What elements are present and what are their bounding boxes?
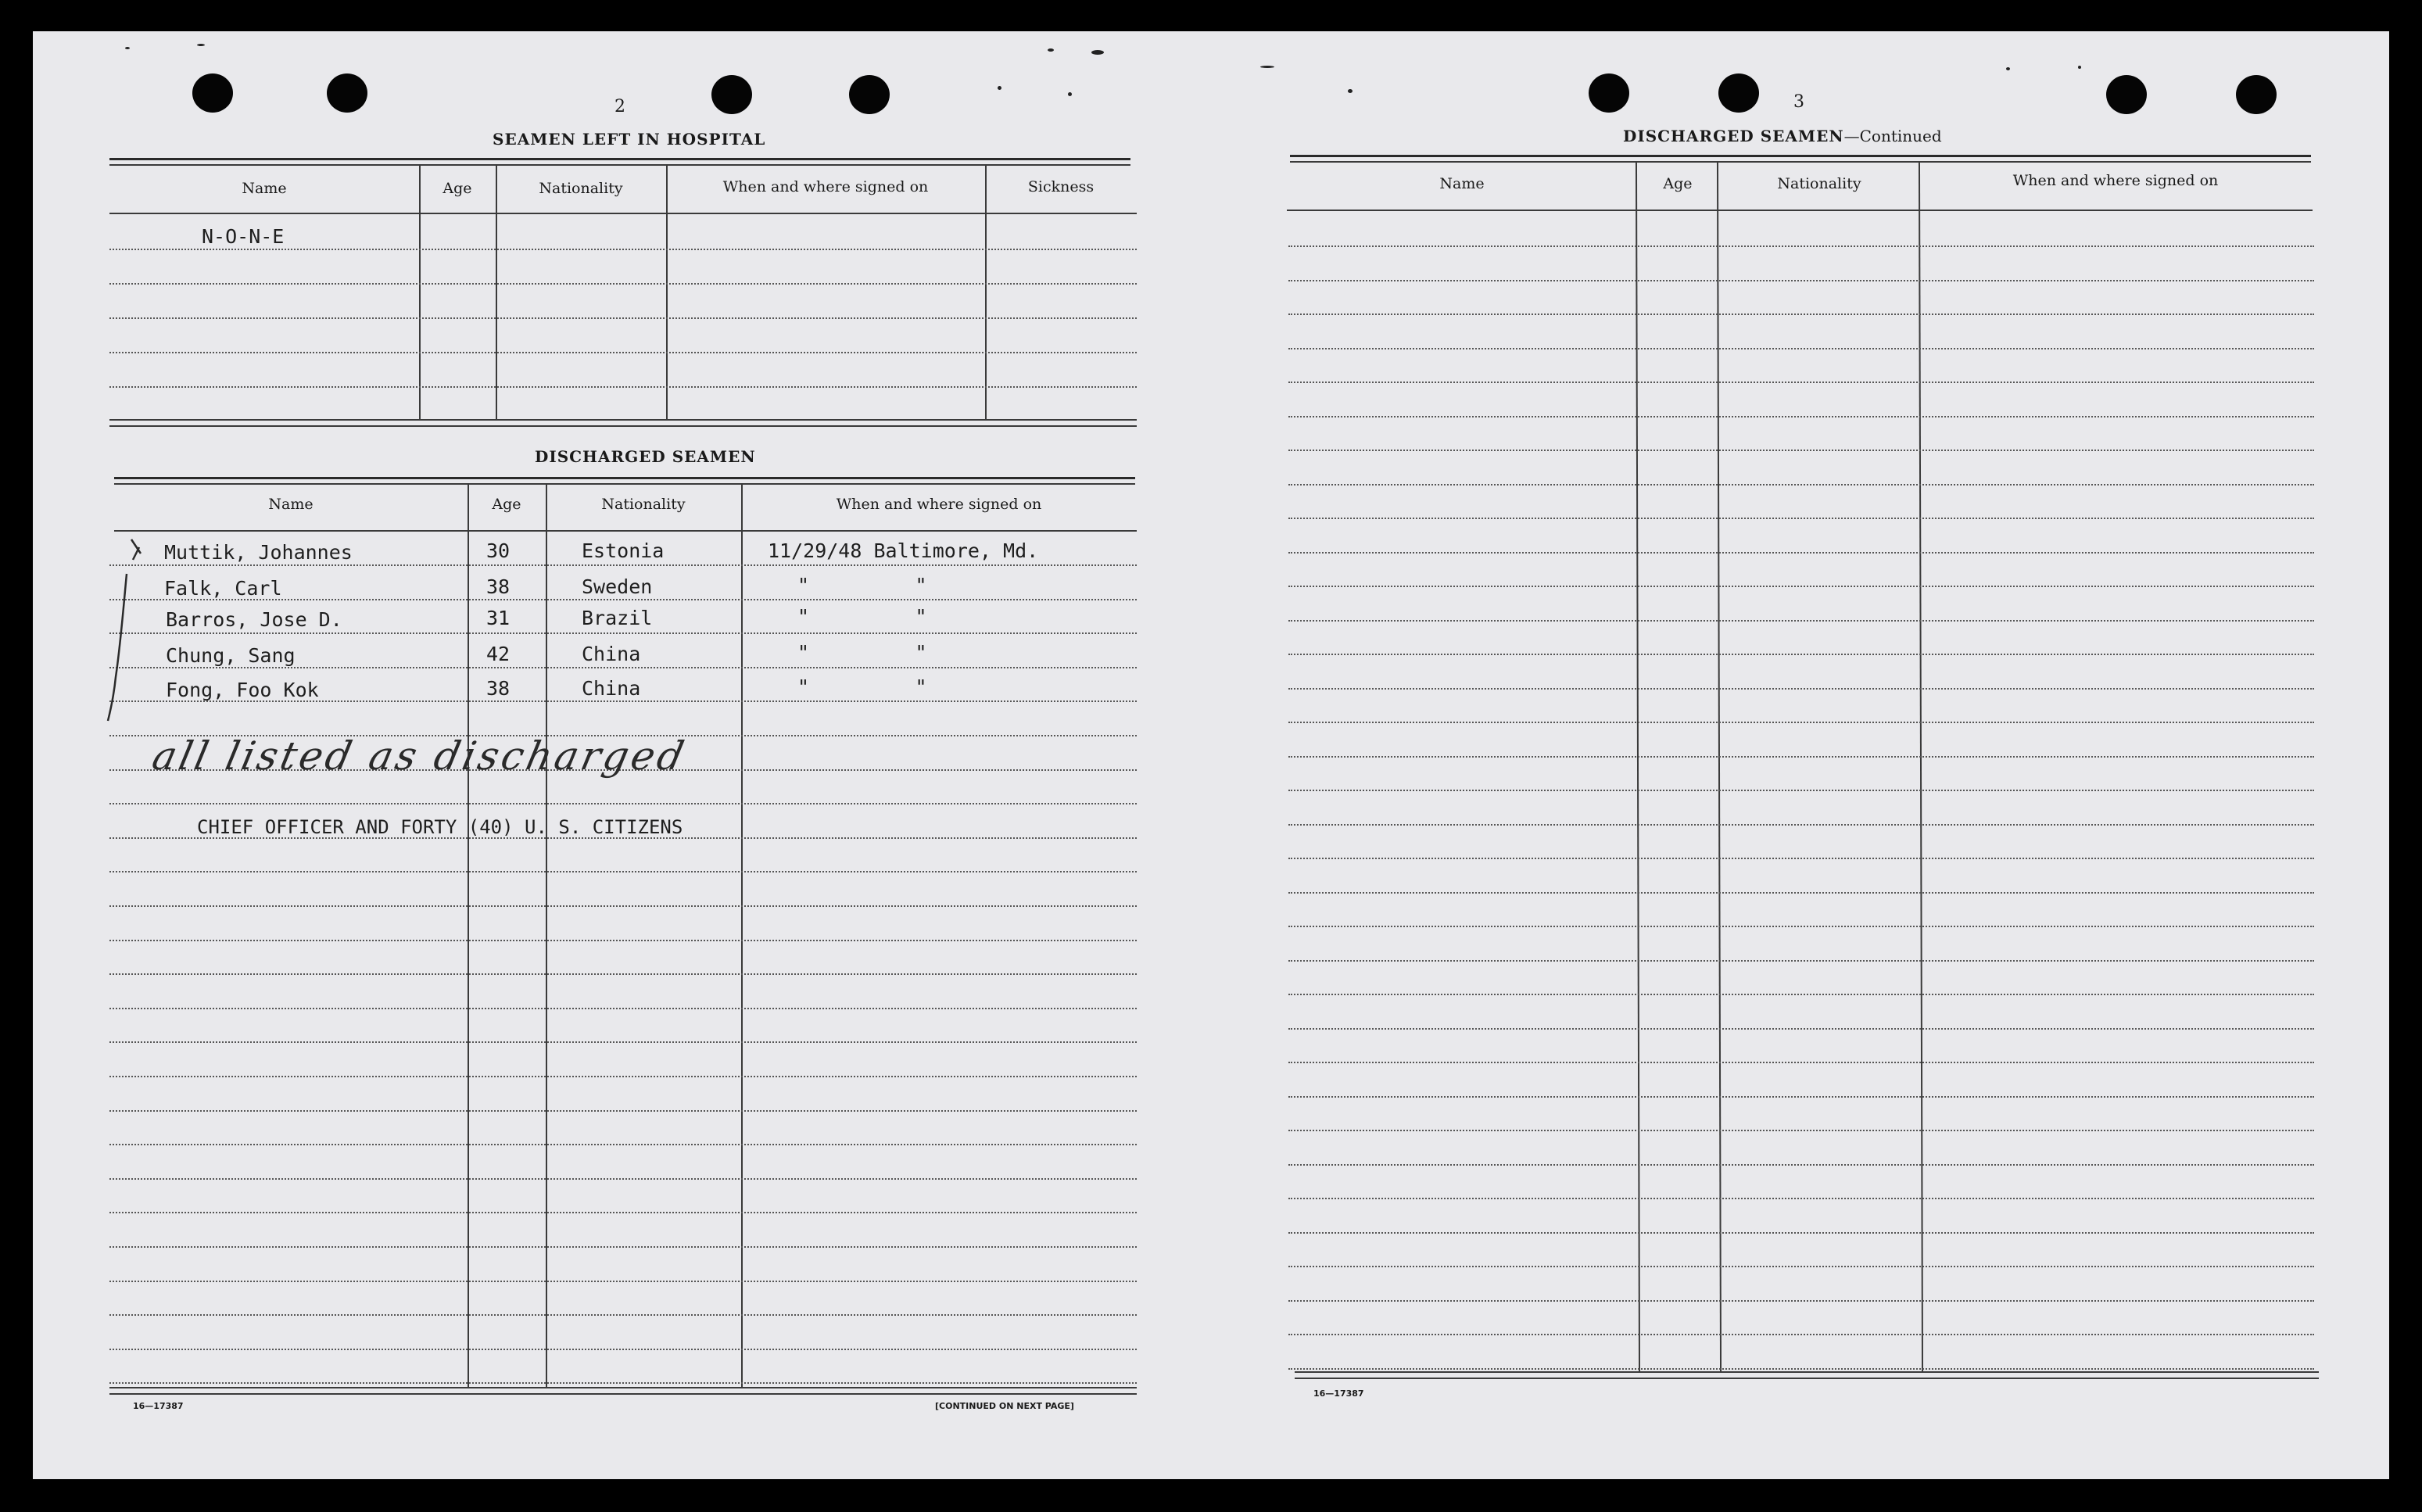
dotted-row-line <box>1288 382 2314 383</box>
rule <box>1287 210 2313 211</box>
rule <box>114 483 1135 485</box>
seaman-age: 38 <box>486 575 511 598</box>
dotted-row-line <box>1288 1130 2314 1131</box>
speck <box>197 44 205 46</box>
page-number-right: 3 <box>1793 92 1804 112</box>
rule <box>109 1387 1137 1388</box>
seaman-nationality: China <box>582 643 641 665</box>
form-number-right: 16—17387 <box>1313 1388 1364 1399</box>
discharged-col-nationality: Nationality <box>601 496 686 513</box>
seaman-age: 42 <box>486 643 511 665</box>
dotted-row-line <box>1288 245 2314 247</box>
hospital-col-signed-on: When and where signed on <box>722 178 929 195</box>
speck <box>1048 48 1054 52</box>
dotted-row-line <box>109 803 1137 804</box>
rule <box>109 425 1137 427</box>
dotted-row-line <box>109 1076 1137 1077</box>
right-col-age: Age <box>1663 175 1693 192</box>
seaman-signed-on: 11/29/48 Baltimore, Md. <box>768 539 1039 562</box>
column-divider <box>468 483 469 1387</box>
dotted-row-line <box>109 1144 1137 1145</box>
right-col-signed-on: When and where signed on <box>2012 172 2219 189</box>
dotted-row-line <box>109 1349 1137 1350</box>
dotted-row-line <box>109 1008 1137 1009</box>
seaman-signed-on: " " <box>797 641 927 664</box>
dotted-row-line <box>1288 620 2314 622</box>
dotted-row-line <box>109 940 1137 941</box>
dotted-row-line <box>1288 1096 2314 1098</box>
dotted-row-line <box>109 1314 1137 1316</box>
dotted-row-line <box>109 871 1137 872</box>
handwritten-note: all listed as discharged <box>148 733 691 779</box>
dotted-row-line <box>109 632 1137 634</box>
punch-hole <box>1718 73 1759 113</box>
dotted-row-line <box>1288 518 2314 519</box>
hospital-col-nationality: Nationality <box>539 180 623 197</box>
column-divider <box>741 483 743 1387</box>
seaman-signed-on: " " <box>797 574 927 597</box>
dotted-row-line <box>1288 722 2314 723</box>
hospital-section-title: SEAMEN LEFT IN HOSPITAL <box>493 130 766 149</box>
column-divider <box>546 483 547 1387</box>
speck <box>1260 66 1274 68</box>
dotted-row-line <box>1288 1164 2314 1166</box>
dotted-row-line <box>1288 824 2314 826</box>
continued-note: [CONTINUED ON NEXT PAGE] <box>935 1401 1074 1411</box>
dotted-row-line <box>109 352 1137 353</box>
right-col-name: Name <box>1439 175 1485 192</box>
rule <box>109 213 1137 214</box>
column-divider <box>666 164 668 419</box>
rule <box>1295 1371 2319 1373</box>
discharged-col-age: Age <box>492 496 521 513</box>
dotted-row-line <box>1288 960 2314 962</box>
rule <box>109 158 1130 160</box>
hospital-col-sickness: Sickness <box>1027 178 1095 195</box>
dotted-row-line <box>1288 1232 2314 1234</box>
hospital-col-age: Age <box>442 180 472 197</box>
page-number-left: 2 <box>614 97 625 116</box>
seaman-age: 31 <box>486 607 511 629</box>
rule <box>109 1393 1137 1395</box>
seaman-nationality: China <box>582 677 641 700</box>
seaman-nationality: Estonia <box>582 539 665 562</box>
dotted-row-line <box>1288 1198 2314 1199</box>
punch-hole <box>192 73 233 113</box>
seaman-name: Fong, Foo Kok <box>166 679 319 701</box>
discharged-col-name: Name <box>268 496 313 513</box>
dotted-row-line <box>1288 654 2314 655</box>
dotted-row-line <box>1288 314 2314 315</box>
dotted-row-line <box>1288 1062 2314 1063</box>
dotted-row-line <box>1288 552 2314 554</box>
dotted-row-line <box>1288 1028 2314 1030</box>
rule <box>109 164 1130 166</box>
hospital-entry: N-O-N-E <box>202 225 285 248</box>
right-col-nationality: Nationality <box>1777 175 1861 192</box>
rule <box>1295 1378 2319 1379</box>
dotted-row-line <box>1288 1300 2314 1302</box>
dotted-row-line <box>109 564 1137 566</box>
punch-hole <box>1589 73 1629 113</box>
seaman-nationality: Sweden <box>582 575 653 598</box>
dotted-row-line <box>1288 348 2314 349</box>
hospital-col-name: Name <box>242 180 287 197</box>
seaman-signed-on: " " <box>797 605 927 628</box>
dotted-row-line <box>1288 892 2314 894</box>
punch-hole <box>327 73 367 113</box>
seaman-signed-on: " " <box>797 675 927 698</box>
right-section-title <box>1623 127 1942 145</box>
seaman-age: 30 <box>486 539 511 562</box>
crew-note: CHIEF OFFICER AND FORTY (40) U. S. CITIZENS <box>197 816 683 838</box>
dotted-row-line <box>1288 280 2314 281</box>
dotted-row-line <box>1288 1368 2314 1370</box>
speck <box>125 47 130 49</box>
dotted-row-line <box>109 283 1137 285</box>
dotted-row-line <box>109 905 1137 907</box>
dotted-row-line <box>1288 756 2314 758</box>
seaman-name: Barros, Jose D. <box>166 608 342 631</box>
dotted-row-line <box>1288 1266 2314 1267</box>
dotted-row-line <box>109 249 1137 250</box>
seaman-nationality: Brazil <box>582 607 653 629</box>
speck <box>1068 92 1072 96</box>
dotted-row-line <box>109 973 1137 975</box>
column-divider <box>419 164 421 419</box>
dotted-row-line <box>1288 926 2314 927</box>
seaman-name: Chung, Sang <box>166 644 296 667</box>
speck <box>2006 67 2010 70</box>
dotted-row-line <box>109 1178 1137 1180</box>
speck <box>1091 50 1104 55</box>
dotted-row-line <box>1288 586 2314 587</box>
dotted-row-line <box>1288 416 2314 417</box>
punch-hole <box>849 75 890 114</box>
dotted-row-line <box>109 317 1137 319</box>
seaman-age: 38 <box>486 677 511 700</box>
discharged-col-signed-on: When and where signed on <box>836 496 1042 513</box>
dotted-row-line <box>109 1246 1137 1248</box>
discharged-section-title: DISCHARGED SEAMEN <box>535 447 756 466</box>
punch-hole <box>2106 75 2147 114</box>
dotted-row-line <box>1288 790 2314 791</box>
punch-hole <box>2236 75 2277 114</box>
dotted-row-line <box>1288 450 2314 451</box>
punch-hole <box>711 75 752 114</box>
column-divider <box>496 164 497 419</box>
right-title-suffix: —Continued <box>1843 127 1942 145</box>
dotted-row-line <box>109 1212 1137 1213</box>
dotted-row-line <box>1288 1334 2314 1335</box>
speck <box>998 86 1001 90</box>
seaman-name: Muttik, Johannes <box>164 541 353 564</box>
dotted-row-line <box>1288 994 2314 995</box>
dotted-row-line <box>109 1041 1137 1043</box>
rule <box>114 477 1135 479</box>
form-number-left: 16—17387 <box>133 1401 184 1411</box>
dotted-row-line <box>109 386 1137 388</box>
rule <box>114 530 1137 532</box>
dotted-row-line <box>109 1110 1137 1112</box>
dotted-row-line <box>1288 484 2314 485</box>
rule <box>1290 155 2311 157</box>
dotted-row-line <box>109 667 1137 668</box>
rule <box>109 419 1137 421</box>
dotted-row-line <box>109 1281 1137 1282</box>
dotted-row-line <box>109 1382 1137 1384</box>
handwritten-bracket <box>100 536 155 724</box>
speck <box>2078 66 2081 69</box>
seaman-name: Falk, Carl <box>164 577 282 600</box>
dotted-row-line <box>1288 688 2314 690</box>
dotted-row-line <box>1288 858 2314 859</box>
column-divider <box>985 164 987 419</box>
rule <box>1290 161 2311 163</box>
right-title-main: DISCHARGED SEAMEN <box>1623 127 1844 145</box>
speck <box>1348 89 1353 93</box>
